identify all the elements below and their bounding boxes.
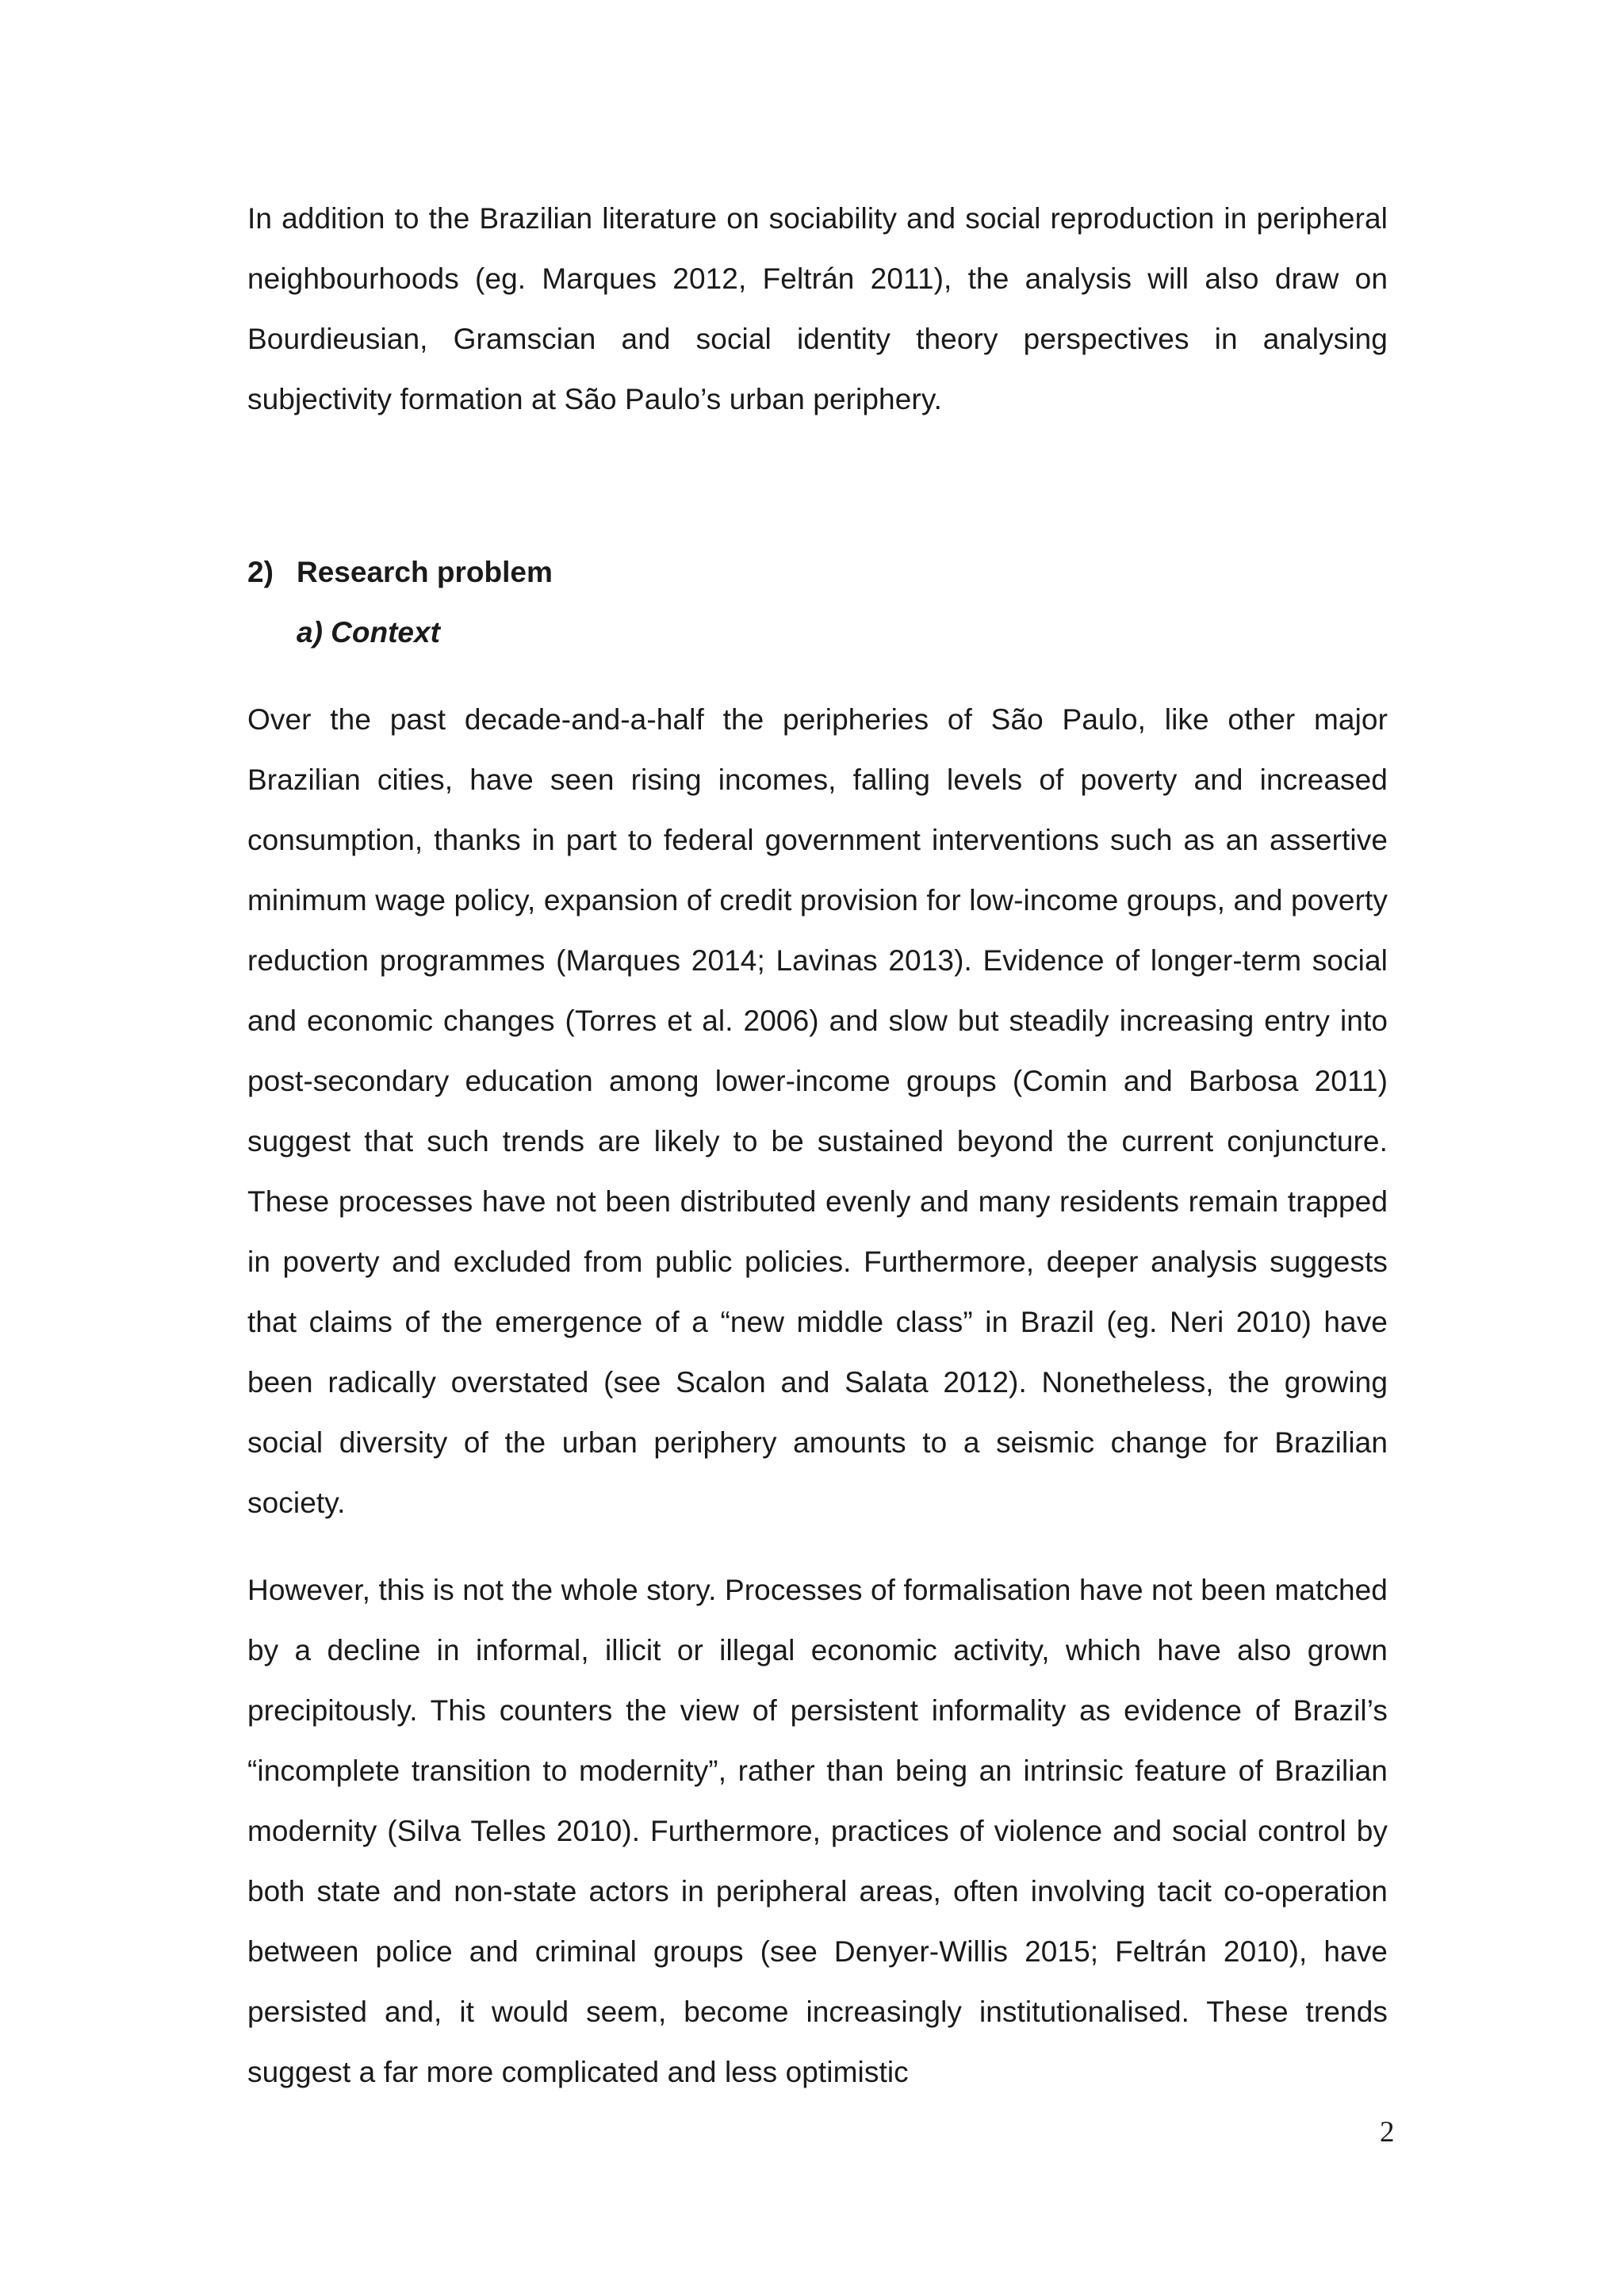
context-paragraph-1: Over the past decade-and-a-half the peripheries of São Paulo, like other major Brazilian cities, have seen rising incomes, falling levels of poverty and increased consumption, thanks in part to federal government interventions such as an assertive minimum wage policy, expansion of credit provision for low-income groups, and poverty reduction programmes (Marques 2014; Lavinas 2013). Evidence of longer-term social and economic changes (Torres et al. 2006) and slow but steadily increasing entry into post-secondary education among lower-income groups (Comin and Barbosa 2011) suggest that such trends are likely to be sustained beyond the current conjuncture. These processes have not been distributed evenly and many residents remain trapped in poverty and excluded from public policies. Furthermore, deeper analysis suggests that claims of the emergence of a “new middle class” in Brazil (eg. Neri 2010) have been radically overstated (see Scalon and Salata 2012). Nonetheless, the growing social diversity of the urban periphery amounts to a seismic change for Brazilian society. xyxy=(247,703,1388,1519)
subsection-heading: a) Context xyxy=(297,616,440,649)
page-number: 2 xyxy=(1380,2116,1395,2149)
page-content xyxy=(247,189,1388,2103)
section-title: Research problem xyxy=(297,556,553,588)
section-number: 2) xyxy=(247,556,274,588)
intro-paragraph: In addition to the Brazilian literature on sociability and social reproduction in peripheral neighbourhoods (eg. Marques 2012, Feltrán 2011), the analysis will also draw on Bourdieusian, Gramscian and social identity theory perspectives in analysing subjectivity formation at São Paulo’s urban periphery. xyxy=(247,202,1388,415)
context-paragraph-2: However, this is not the whole story. Processes of formalisation have not been matched by a decline in informal, illicit or illegal economic activity, which have also grown precipitously. This counters the view of persistent informality as evidence of Brazil’s “incomplete transition to modernity”, rather than being an intrinsic feature of Brazilian modernity (Silva Telles 2010). Furthermore, practices of violence and social control by both state and non-state actors in peripheral areas, often involving tacit co-operation between police and criminal groups (see Denyer-Willis 2015; Feltrán 2010), have persisted and, it would seem, become increasingly institutionalised. These trends suggest a far more complicated and less optimistic xyxy=(247,1574,1388,2088)
section-heading xyxy=(247,542,1388,603)
